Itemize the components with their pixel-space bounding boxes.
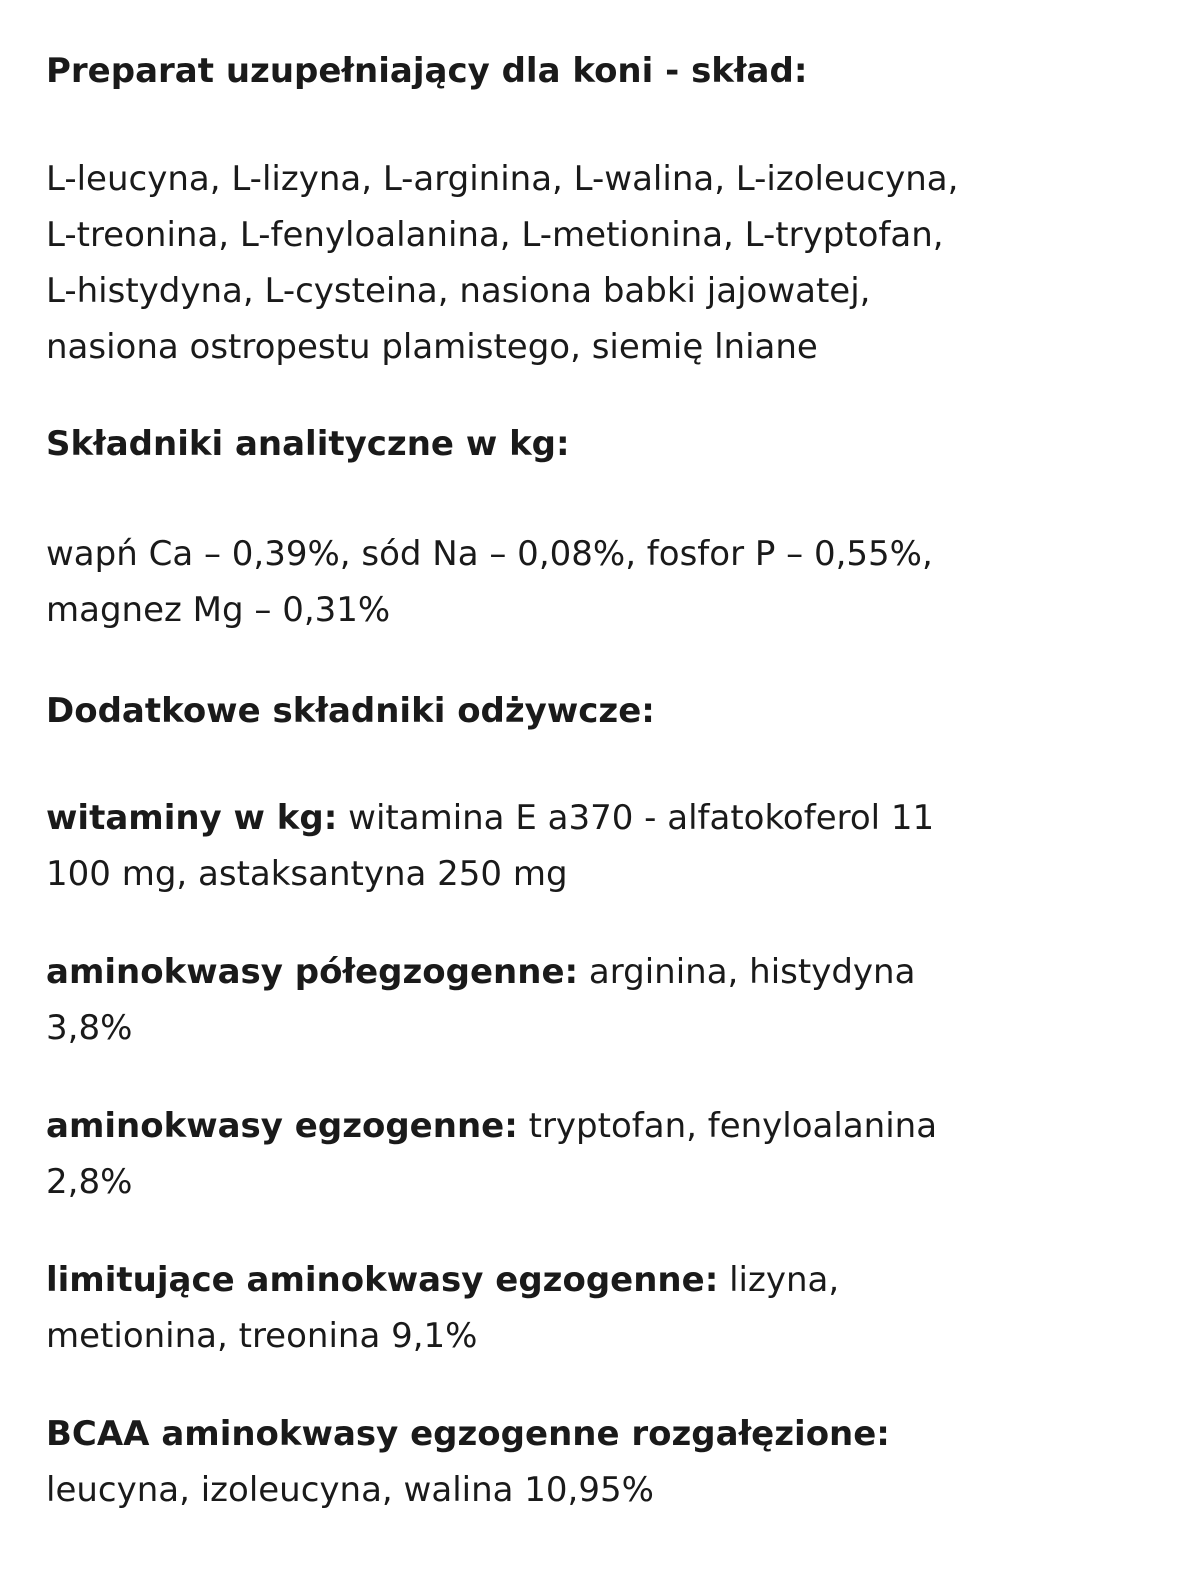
composition-heading: Preparat uzupełniający dla koni - skład: xyxy=(46,51,808,91)
vitamins-text: witamina E a370 - alfatokoferol 11 xyxy=(337,798,935,838)
composition-line: L-histydyna, L-cysteina, nasiona babki jajowatej, xyxy=(46,271,871,311)
limiting-line xyxy=(46,1252,1156,1308)
limiting-label: limitujące aminokwasy egzogenne: xyxy=(46,1260,719,1300)
composition-paragraph xyxy=(46,151,1156,375)
essential-line: 2,8% xyxy=(46,1162,133,1202)
limiting-line: metionina, treonina 9,1% xyxy=(46,1316,478,1356)
analytical-paragraph xyxy=(46,526,1156,638)
composition-line: L-treonina, L-fenyloalanina, L-metionina, L-tryptofan, xyxy=(46,215,944,255)
essential-label: aminokwasy egzogenne: xyxy=(46,1106,518,1146)
limiting-text: lizyna, xyxy=(718,1260,840,1300)
limiting-paragraph xyxy=(46,1252,1156,1364)
semi-essential-line: 3,8% xyxy=(46,1008,133,1048)
essential-paragraph xyxy=(46,1098,1156,1210)
semi-essential-paragraph xyxy=(46,944,1156,1056)
bcaa-label: BCAA aminokwasy egzogenne rozgałęzione: xyxy=(46,1414,890,1454)
semi-essential-label: aminokwasy półegzogenne: xyxy=(46,952,579,992)
composition-line: nasiona ostropestu plamistego, siemię lniane xyxy=(46,327,818,367)
vitamins-paragraph xyxy=(46,790,1156,902)
analytical-line: wapń Ca – 0,39%, sód Na – 0,08%, fosfor P – 0,55%, xyxy=(46,534,933,574)
bcaa-paragraph xyxy=(46,1406,1156,1518)
semi-essential-text: arginina, histydyna xyxy=(578,952,916,992)
vitamins-line: 100 mg, astaksantyna 250 mg xyxy=(46,854,568,894)
vitamins-label: witaminy w kg: xyxy=(46,798,338,838)
essential-text: tryptofan, fenyloalanina xyxy=(517,1106,938,1146)
additives-heading: Dodatkowe składniki odżywcze: xyxy=(46,691,655,731)
bcaa-line: leucyna, izoleucyna, walina 10,95% xyxy=(46,1470,654,1510)
vitamins-line xyxy=(46,790,1156,846)
semi-essential-line xyxy=(46,944,1156,1000)
analytical-heading: Składniki analityczne w kg: xyxy=(46,424,570,464)
composition-line: L-leucyna, L-lizyna, L-arginina, L-walina, L-izoleucyna, xyxy=(46,159,959,199)
analytical-line: magnez Mg – 0,31% xyxy=(46,590,391,630)
essential-line xyxy=(46,1098,1156,1154)
